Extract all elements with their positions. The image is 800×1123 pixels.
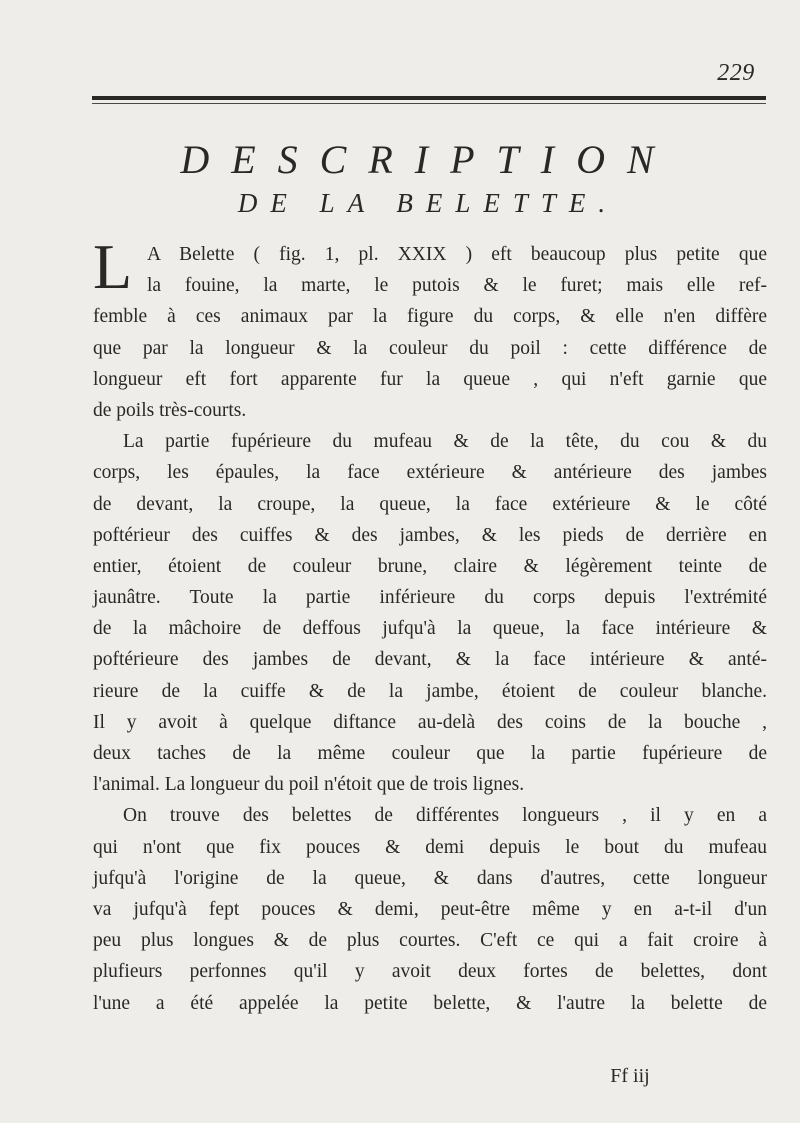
text-line: rieure de la cuiffe & de la jambe, étoient de couleur blanche. bbox=[93, 680, 767, 702]
text-line: la fouine, la marte, le putois & le furet; mais elle ref- bbox=[147, 275, 767, 297]
text-line: On trouve des belettes de différentes longueurs , il y en a bbox=[123, 805, 767, 827]
text-line: poftérieur des cuiffes & des jambes, & les pieds de derrière en bbox=[93, 524, 767, 546]
text-line: deux taches de la même couleur que la partie fupérieure de bbox=[93, 743, 767, 764]
text-line: va jufqu'à fept pouces & demi, peut-être même y en a-t-il d'un bbox=[93, 898, 767, 920]
page-number: 229 bbox=[717, 60, 755, 86]
text-line: longueur eft fort apparente fur la queue , qui n'eft garnie que bbox=[93, 368, 767, 390]
text-line: femble à ces animaux par la figure du corps, & elle n'en diffère bbox=[93, 306, 767, 328]
body-text bbox=[93, 239, 767, 1019]
text-line: entier, étoient de couleur brune, claire & légèrement teinte de bbox=[93, 555, 767, 577]
text-line: A Belette ( fig. 1, pl. XXIX ) eft beaucoup plus petite que bbox=[147, 244, 767, 265]
text-line: l'animal. La longueur du poil n'étoit que de trois lignes. bbox=[93, 774, 525, 796]
text-line: que par la longueur & la couleur du poil : cette différence de bbox=[93, 337, 767, 359]
text-line: corps, les épaules, la face extérieure & antérieure des jambes bbox=[93, 462, 767, 484]
signature-mark: Ff iij bbox=[610, 1065, 650, 1087]
text-line: peu plus longues & de plus courtes. C'eft ce qui a fait croire à bbox=[93, 930, 767, 952]
text-line: l'une a été appelée la petite belette, & l'autre la belette de bbox=[93, 992, 767, 1014]
text-line: jaunâtre. Toute la partie inférieure du corps depuis l'extrémité bbox=[93, 587, 767, 609]
text-line: La partie fupérieure du mufeau & de la tête, du cou & du bbox=[123, 431, 767, 453]
drop-cap: L bbox=[93, 239, 133, 301]
section-heading: DESCRIPTION bbox=[180, 137, 676, 182]
text-line: de poils très-courts. bbox=[93, 399, 247, 421]
text-line: Il y avoit à quelque diftance au-delà des coins de la bouche , bbox=[93, 711, 767, 733]
text-line: de la mâchoire de deffous jufqu'à la queue, la face intérieure & bbox=[93, 618, 767, 640]
text-line: qui n'ont que fix pouces & demi depuis le bout du mufeau bbox=[93, 836, 767, 858]
text-line: plufieurs perfonnes qu'il y avoit deux fortes de belettes, dont bbox=[93, 961, 767, 983]
header-rule bbox=[92, 96, 766, 100]
text-line: jufqu'à l'origine de la queue, & dans d'autres, cette longueur bbox=[93, 867, 767, 889]
section-subheading: DE LA BELETTE. bbox=[237, 188, 619, 218]
text-line: poftérieure des jambes de devant, & la face intérieure & anté- bbox=[93, 649, 767, 671]
text-line: de devant, la croupe, la queue, la face extérieure & le côté bbox=[93, 493, 767, 515]
